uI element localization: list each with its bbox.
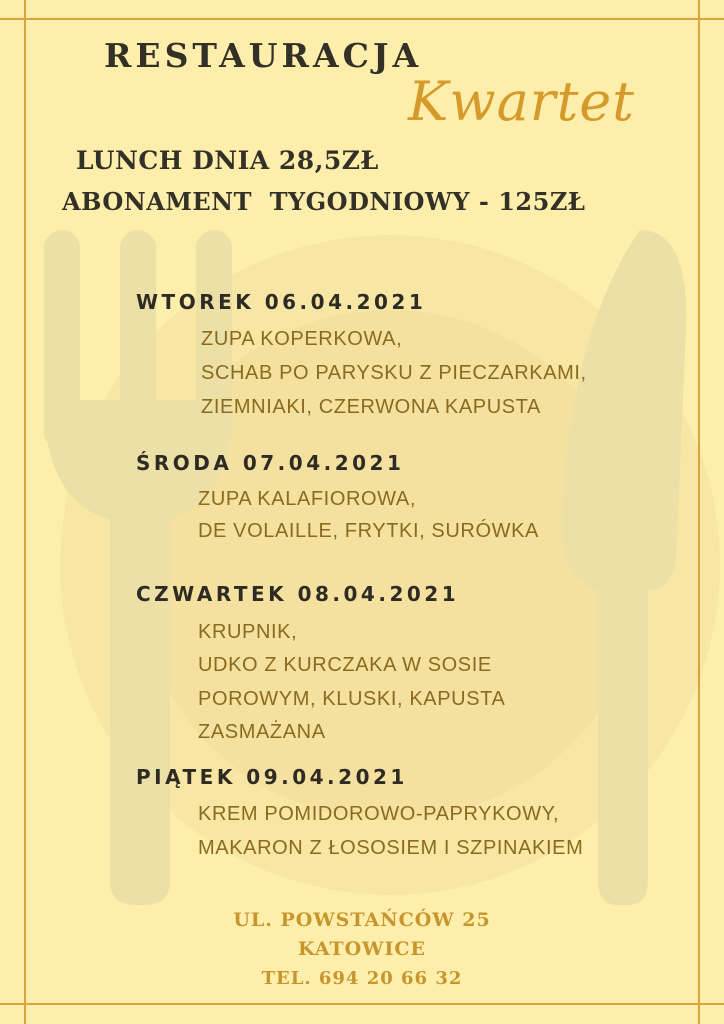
dish-line: ZUPA KALAFIOROWA, (198, 488, 417, 510)
dish-line: DE VOLAILLE, FRYTKI, SURÓWKA (198, 520, 539, 542)
restaurant-title: RESTAURACJA (104, 36, 423, 75)
day-heading-friday: PIĄTEK 09.04.2021 (136, 765, 408, 789)
dish-line: SCHAB PO PARYSKU Z PIECZARKAMI, (201, 362, 587, 384)
dish-line: KRUPNIK, (198, 621, 298, 643)
day-heading-tuesday: WTOREK 06.04.2021 (136, 290, 427, 314)
dish-line: POROWYM, KLUSKI, KAPUSTA (198, 688, 506, 710)
frame-left-line (24, 0, 26, 1024)
weekly-subscription-price: ABONAMENT TYGODNIOWY - 125ZŁ (62, 187, 586, 216)
frame-right-line (698, 0, 700, 1024)
frame-top-line (0, 18, 724, 20)
dish-line: KREM POMIDOROWO-PAPRYKOWY, (198, 803, 560, 825)
phone-number: TEL. 694 20 66 32 (261, 968, 463, 989)
dish-line: ZUPA KOPERKOWA, (201, 328, 403, 350)
dish-line: UDKO Z KURCZAKA W SOSIE (198, 654, 492, 676)
dish-line: ZASMAŻANA (198, 721, 326, 743)
dish-line: MAKARON Z ŁOSOSIEM I SZPINAKIEM (198, 837, 584, 859)
frame-bottom-line (0, 1003, 724, 1005)
day-heading-wednesday: ŚRODA 07.04.2021 (136, 451, 405, 475)
lunch-price: LUNCH DNIA 28,5ZŁ (76, 146, 379, 175)
address-city: KATOWICE (298, 938, 426, 960)
restaurant-name: Kwartet (408, 70, 635, 133)
dish-line: ZIEMNIAKI, CZERWONA KAPUSTA (201, 396, 541, 418)
address-street: UL. POWSTAŃCÓW 25 (233, 909, 491, 931)
day-heading-thursday: CZWARTEK 08.04.2021 (136, 582, 460, 606)
